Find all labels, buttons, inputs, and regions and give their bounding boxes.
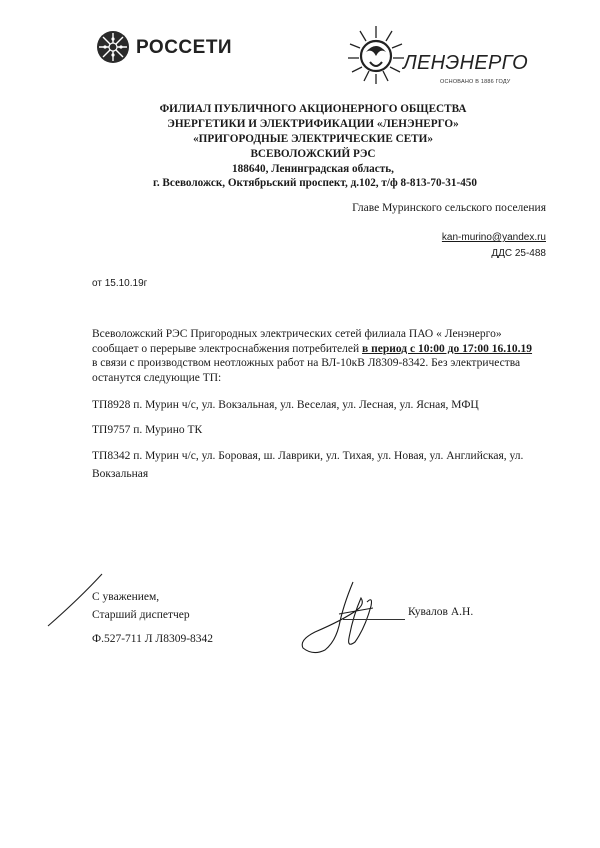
greeting: С уважением, bbox=[92, 591, 160, 603]
footer-reference: Ф.527-711 Л Л8309-8342 bbox=[92, 633, 214, 645]
tp-item-1: ТП8928 п. Мурин ч/с, ул. Вокзальная, ул. Веселая, ул. Лесная, ул. Ясная, МФЦ bbox=[92, 399, 479, 411]
outage-period: в период с 10:00 до 17:00 16.10.19 bbox=[362, 342, 533, 355]
signature-block bbox=[92, 588, 190, 624]
handwritten-signature bbox=[295, 576, 395, 658]
lenenergo-emblem-icon bbox=[340, 18, 412, 90]
body-line-3: в связи с производством неотложных работ на ВЛ-10кВ Л8309-8342. Без электричества bbox=[92, 357, 521, 369]
dds-number: ДДС 25-488 bbox=[491, 248, 546, 259]
signer-position: Старший диспетчер bbox=[92, 609, 190, 621]
signature-line bbox=[343, 619, 405, 620]
lenenergo-since-text: ОСНОВАНО В 1886 ГОДУ bbox=[440, 79, 511, 85]
lenenergo-logo bbox=[340, 18, 530, 90]
header-line-4: ВСЕВОЛОЖСКИЙ РЭС bbox=[250, 148, 376, 160]
sender-header bbox=[150, 102, 476, 177]
lenenergo-logo-text: ЛЕНЭНЕРГО bbox=[403, 52, 528, 74]
recipient: Главе Муринского сельского поселения bbox=[352, 202, 546, 214]
tp-item-3-continued: Вокзальная bbox=[92, 468, 149, 480]
body-line-2 bbox=[92, 342, 562, 357]
rosseti-emblem-icon bbox=[96, 30, 130, 64]
header-line-1: ФИЛИАЛ ПУБЛИЧНОГО АКЦИОНЕРНОГО ОБЩЕСТВА bbox=[159, 103, 467, 115]
letter-body bbox=[92, 327, 562, 385]
body-line-2-prefix: сообщает о перерыве электроснабжения потребителей bbox=[92, 342, 363, 355]
tp-item-3: ТП8342 п. Мурин ч/с, ул. Боровая, ш. Лаврики, ул. Тихая, ул. Новая, ул. Английская, ул. bbox=[92, 450, 524, 462]
rosseti-logo bbox=[96, 30, 256, 66]
rosseti-logo-text: РОССЕТИ bbox=[136, 37, 233, 58]
signer-name: Кувалов А.Н. bbox=[408, 606, 474, 618]
letter-date: от 15.10.19г bbox=[92, 278, 148, 289]
body-line-1: Всеволожский РЭС Пригородных электрических сетей филиала ПАО « Ленэнерго» bbox=[92, 328, 502, 340]
header-line-3: «ПРИГОРОДНЫЕ ЭЛЕКТРИЧЕСКИЕ СЕТИ» bbox=[193, 133, 433, 145]
header-line-2: ЭНЕРГЕТИКИ И ЭЛЕКТРИФИКАЦИИ «ЛЕНЭНЕРГО» bbox=[167, 118, 459, 130]
header-address-2: г. Всеволожск, Октябрьский проспект, д.102, т/ф 8-813-70-31-450 bbox=[153, 177, 477, 189]
tp-item-2: ТП9757 п. Мурино ТК bbox=[92, 424, 203, 436]
header-address-1: 188640, Ленинградская область, bbox=[232, 163, 394, 175]
recipient-email: kan-murino@yandex.ru bbox=[441, 232, 546, 243]
body-line-4: останутся следующие ТП: bbox=[92, 371, 222, 384]
